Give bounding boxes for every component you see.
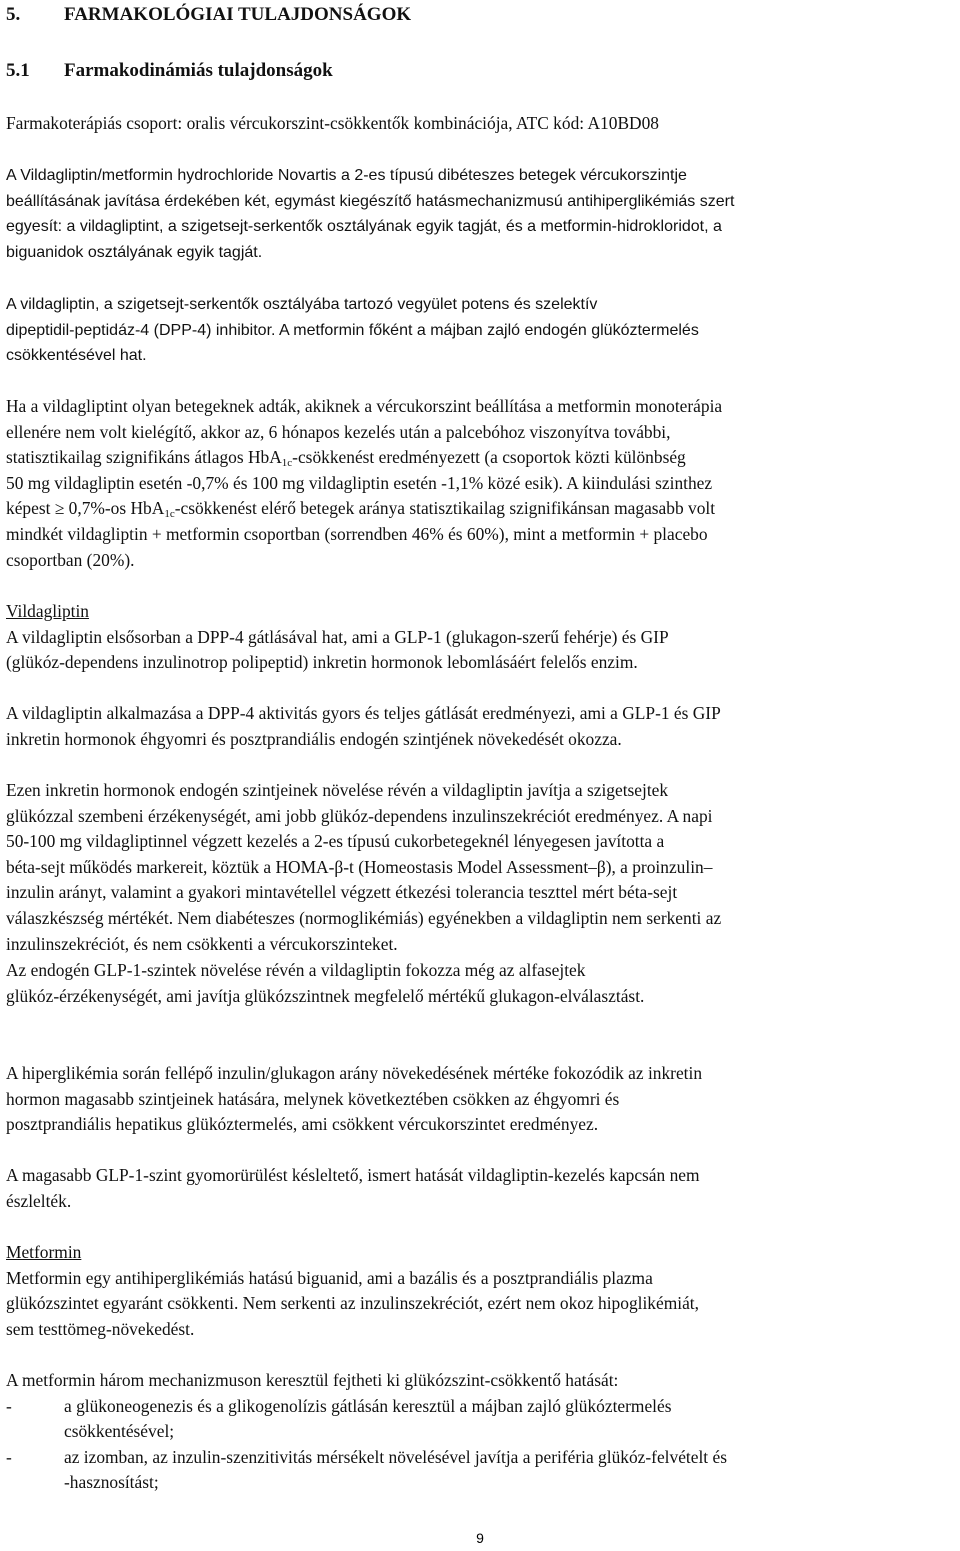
metformin-heading: Metformin xyxy=(6,1242,82,1262)
text-line: mindkét vildagliptin + metformin csoportban (sorrendben 46% és 60%), mint a metformin + placebo xyxy=(6,523,708,544)
text-line: beállításának javítása érdekében két, egymást kiegészítő hatásmechanizmusú antihiperglikémiás szert xyxy=(6,192,735,210)
list-item xyxy=(6,1445,956,1496)
page-number: 9 xyxy=(476,1530,484,1546)
text-line: glükóz-érzékenységét, ami javítja glükózszintnek megfelelő mértékű glukagon-elválasztást. xyxy=(6,985,645,1006)
text-line: biguanidok osztályának egyik tagját. xyxy=(6,243,263,261)
section-number: 5. xyxy=(6,4,21,25)
text-line: Metformin egy antihiperglikémiás hatású biguanid, ami a bazális és a posztprandiális plazma xyxy=(6,1267,653,1288)
text-line: Az endogén GLP-1-szintek növelése révén a vildagliptin fokozza még az alfasejtek xyxy=(6,960,586,980)
text-fragment: -csökkenést eredményezett (a csoportok közti különbség xyxy=(292,447,686,468)
text-line: glükózzal szembeni érzékenységét, ami jobb glükóz-dependens inzulinszekréciót eredményez. A napi xyxy=(6,805,713,826)
text-line: béta-sejt működés markereit, köztük a HOMA-β-t (Homeostasis Model Assessment–β), a proinzulin– xyxy=(6,856,713,877)
text-line: az izomban, az inzulin-szenzitivitás mérsékelt növelésével javítja a periféria glükóz-felvételt és xyxy=(64,1446,727,1467)
text-line: inkretin hormonok éhgyomri és posztprandiális endogén szintjének növekedését okozza. xyxy=(6,728,622,749)
text-line: egyesít: a vildagliptint, a szigetsejt-serkentők osztályának egyik tagját, és a metformin-hidrokloridot, a xyxy=(6,218,722,236)
paragraph-hyperglycemia xyxy=(6,1061,956,1138)
list-dash: - xyxy=(6,1446,12,1467)
vildagliptin-heading: Vildagliptin xyxy=(6,601,90,621)
text-line: válaszkészség mértékét. Nem diabéteszes (normoglikémiás) egyénekben a vildagliptin nem serkenti az xyxy=(6,907,722,928)
subscript: 1c xyxy=(281,457,293,470)
paragraph-vildagliptin-intro xyxy=(6,292,956,369)
list-item xyxy=(6,1394,956,1445)
paragraph-mechanisms xyxy=(6,1368,956,1496)
subsection-heading xyxy=(6,58,333,84)
text-line: -hasznosítást; xyxy=(64,1472,159,1493)
paragraph-metformin xyxy=(6,1240,956,1342)
subsection-number: 5.1 xyxy=(6,60,30,81)
text-line: 50 mg vildagliptin esetén -0,7% és 100 mg vildagliptin esetén -1,1% közé esik). A kiindulási szinthez xyxy=(6,472,713,493)
text-line: A vildagliptin elsősorban a DPP-4 gátlásával hat, ami a GLP-1 (glukagon-szerű fehérje) és GIP xyxy=(6,626,669,647)
text-line: Farmakoterápiás csoport: oralis vércukorszint-csökkentők kombinációja, ATC kód: A10BD08 xyxy=(6,113,659,133)
text-line: A vildagliptin, a szigetsejt-serkentők osztályába tartozó vegyület potens és szelektív xyxy=(6,296,598,313)
list-dash: - xyxy=(6,1395,12,1416)
text-line: Ha a vildagliptint olyan betegeknek adták, akiknek a vércukorszint beállítása a metformin monoterápia xyxy=(6,396,723,416)
text-line: ellenére nem volt kielégítő, akkor az, 6 hónapos kezelés után a palcebóhoz viszonyítva további, xyxy=(6,421,671,442)
paragraph-alpha-cell xyxy=(6,958,956,1009)
text-fragment: képest ≥ 0,7%-os HbA xyxy=(6,498,165,519)
text-line: észlelték. xyxy=(6,1190,72,1211)
text-line: a glükoneogenezis és a glikogenolízis gátlásán keresztül a májban zajló glükóztermelés xyxy=(64,1395,672,1416)
text-line: A vildagliptin alkalmazása a DPP-4 aktivitás gyors és teljes gátlását eredményezi, ami a GLP-1 és GIP xyxy=(6,703,721,723)
subscript: 1c xyxy=(164,508,175,521)
text-line: A metformin három mechanizmuson keresztül fejtheti ki glükózszint-csökkentő hatását: xyxy=(6,1370,619,1390)
paragraph-gastric-emptying xyxy=(6,1163,956,1214)
text-line: glükózszintet egyaránt csökkenti. Nem serkenti az inzulinszekréciót, ezért nem okoz hipoglikémiát, xyxy=(6,1293,699,1314)
text-line: Ezen inkretin hormonok endogén szintjeinek növelése révén a vildagliptin javítja a szigetsejtek xyxy=(6,780,669,800)
paragraph-beta-cell xyxy=(6,778,956,957)
text-line: csoportban (20%). xyxy=(6,549,135,570)
text-line: (glükóz-dependens inzulinotrop polipeptid) inkretin hormonok lebomlásáért felelős enzim. xyxy=(6,652,638,673)
text-line: 50-100 mg vildagliptinnel végzett kezelés a 2-es típusú cukorbetegeknél lényegesen javította a xyxy=(6,831,665,852)
text-line: inzulinszekréciót, és nem csökkenti a vércukorszinteket. xyxy=(6,933,398,954)
text-line: hormon magasabb szintjeinek hatására, melynek következtében csökken az éhgyomri és xyxy=(6,1088,620,1109)
text-line: posztprandiális hepatikus glükóztermelés, ami csökkent vércukorszintet eredményez. xyxy=(6,1114,599,1135)
text-line: A magasabb GLP-1-szint gyomorürülést késleltető, ismert hatását vildagliptin-kezelés kapcsán nem xyxy=(6,1165,700,1185)
text-line: csökkentésével hat. xyxy=(6,347,147,365)
text-line: A Vildagliptin/metformin hydrochloride Novartis a 2-es típusú dibéteszes betegek vércukorszintje xyxy=(6,167,687,184)
subsection-title: Farmakodinámiás tulajdonságok xyxy=(64,60,333,81)
section-heading xyxy=(6,2,411,28)
paragraph-dpp4-inhibition xyxy=(6,701,956,752)
text-line xyxy=(6,496,956,522)
text-line: dipeptidil-peptidáz-4 (DPP-4) inhibitor. A metformin főként a májban zajló endogén glükóztermelés xyxy=(6,321,699,339)
section-title: FARMAKOLÓGIAI TULAJDONSÁGOK xyxy=(64,4,412,25)
text-fragment: -csökkenést elérő betegek aránya statisztikailag szignifikánsan magasabb volt xyxy=(174,498,716,519)
paragraph-vildagliptin-dpp4 xyxy=(6,599,956,676)
paragraph-atc xyxy=(6,111,956,137)
text-line: A hiperglikémia során fellépő inzulin/glukagon arány növekedésének mértéke fokozódik az inkretin xyxy=(6,1063,703,1083)
paragraph-mechanism xyxy=(6,163,956,265)
text-line: sem testtömeg-növekedést. xyxy=(6,1318,195,1339)
text-line xyxy=(6,445,956,471)
paragraph-efficacy xyxy=(6,394,956,573)
text-line: csökkentésével; xyxy=(64,1421,175,1442)
text-fragment: statisztikailag szignifikáns átlagos HbA xyxy=(6,447,282,468)
text-line: inzulin arányt, valamint a gyakori mintavétellel végzett étkezési tolerancia teszttel mért béta-sejt xyxy=(6,882,678,903)
